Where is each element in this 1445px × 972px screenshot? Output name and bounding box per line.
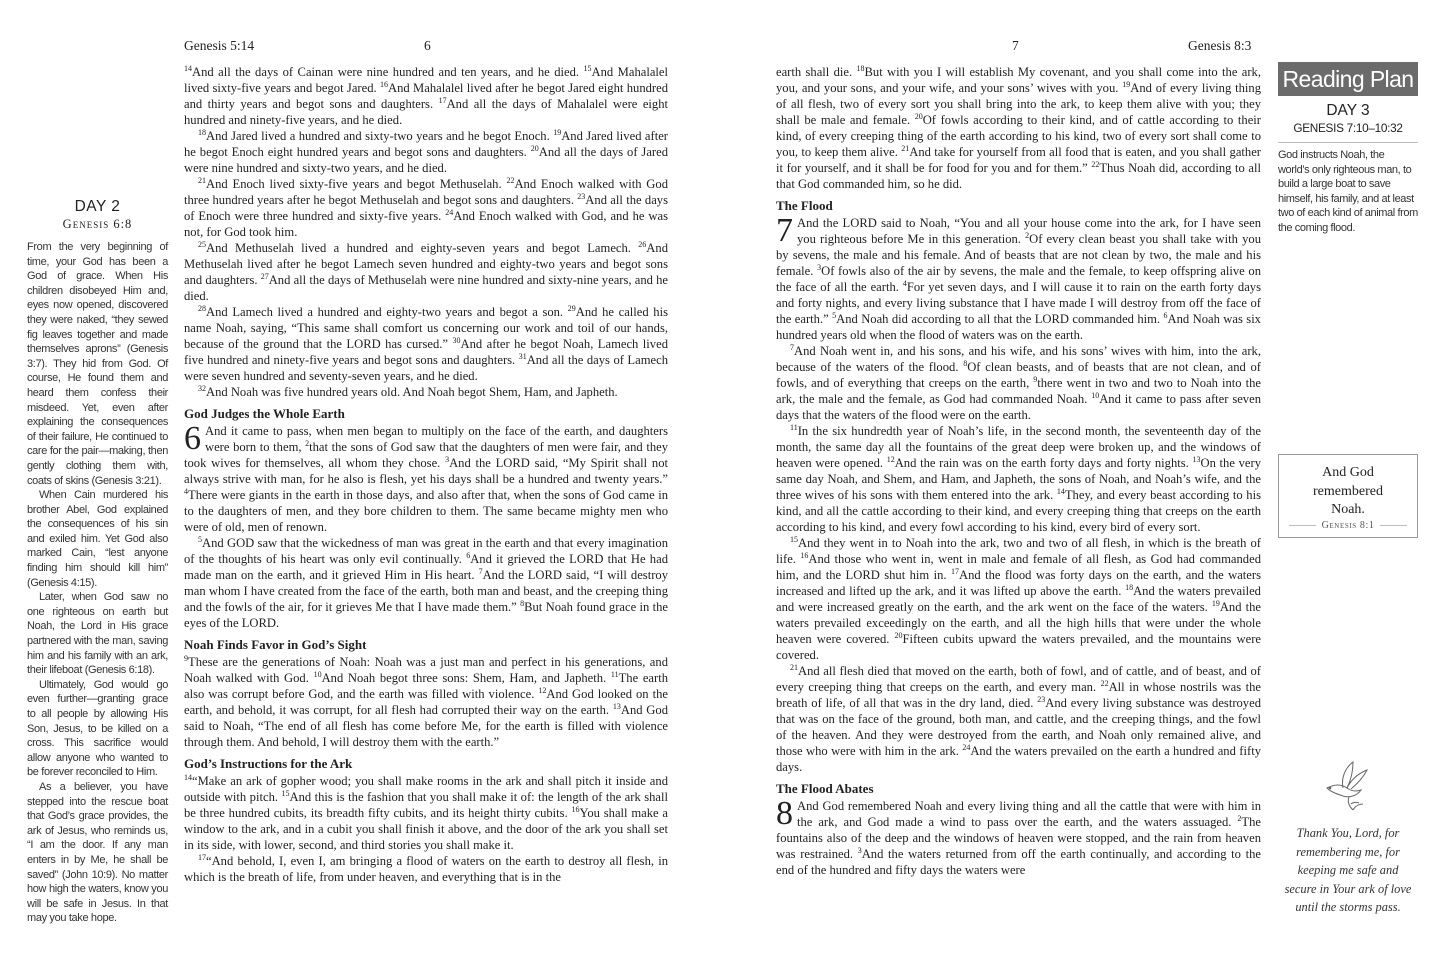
verse-paragraph <box>184 240 668 304</box>
verse-number: 19 <box>1211 598 1220 608</box>
verse-number: 18 <box>1125 582 1134 592</box>
right-running-head: Genesis 8:3 <box>1188 38 1252 53</box>
verse-number: 2 <box>1025 230 1030 240</box>
verse-number: 9 <box>184 653 188 663</box>
verse-text: And those who went in, went in male and female of all flesh, as God had commanded him, and the LORD shut him in. <box>776 552 1261 582</box>
verse-text: And Noah did according to all that the LORD commanded him. <box>836 312 1164 326</box>
dove-icon <box>1319 758 1375 814</box>
verse-text: And Enoch walked with God three hundred years after he begot Methuselah and begot sons and daughters. <box>184 177 668 207</box>
verse-number: 13 <box>612 701 621 711</box>
verse-number: 7 <box>790 342 794 352</box>
verse-text: There were giants in the earth in those days, and also after that, when the sons of God came in to the daughters of men, and they bore children to them. The same became mighty men who were of old, men of renown. <box>184 488 668 534</box>
verse-text: “And behold, I, even I, am bringing a flood of waters on the earth to destroy all flesh, in which is the breath of life, from under heaven, and everything that is in the <box>184 854 668 884</box>
verse-number: 5 <box>832 310 837 320</box>
verse-number: 21 <box>901 143 910 153</box>
verse-number: 8 <box>520 598 525 608</box>
verse-text: The earth also was corrupt before God, and the earth was filled with violence. <box>184 671 668 701</box>
day2-sidebar <box>27 198 168 926</box>
verse-text: And the waters prevailed exceedingly on the earth, and all the high hills that were under the whole heaven were covered. <box>776 600 1261 646</box>
verse-text: And Noah was six hundred years old when the flood of waters was on the earth. <box>776 312 1261 342</box>
verse-number: 3 <box>857 845 862 855</box>
verse-text: And Jared lived after he begot Enoch eight hundred years and begot sons and daughters. <box>184 129 668 159</box>
callout-ref: Genesis 8:1 <box>1321 520 1375 531</box>
verse-number: 24 <box>445 207 454 217</box>
day2-body <box>27 240 168 926</box>
verse-text: And all the days of Mahalalel were eight hundred and ninety-five years, and he died. <box>184 97 669 127</box>
verse-text: And Enoch lived sixty-five years and begot Methuselah. <box>206 177 507 191</box>
verse-paragraph <box>776 64 1261 192</box>
verse-paragraph <box>184 773 668 853</box>
verse-number: 17 <box>438 95 447 105</box>
verse-paragraph <box>776 212 1261 343</box>
verse-text: And Methuselah lived after he begot Lamech seven hundred and eighty-two years and begot sons and daughters. <box>184 241 668 287</box>
verse-text: And after he begot Noah, Lamech lived five hundred and ninety-five years and begot sons and daughters. <box>184 337 668 367</box>
reading-plan-day: DAY 3 <box>1326 102 1370 119</box>
verse-number: 14 <box>184 63 192 73</box>
verse-text: And GOD saw that the wickedness of man was great in the earth and that every imagination of the thoughts of his heart was only evil continually. <box>184 536 668 566</box>
verse-number: 15 <box>281 788 290 798</box>
day2-paragraph: Later, when God saw no one righteous on earth but Noah, the Lord in His grace partnered with the man, saving him and his family with an ark, their lifeboat (Genesis 6:18). <box>27 591 168 677</box>
verse-number: 12 <box>538 685 547 695</box>
verse-number: 18 <box>198 127 206 137</box>
verse-text: Of clean beasts, and of beasts that are not clean, and of fowls, and of everything that creeps on the earth, <box>776 360 1262 390</box>
verse-number: 16 <box>571 804 580 814</box>
callout-ref-row <box>1289 520 1407 531</box>
verse-text: And this is the fashion that you shall make it of: the length of the ark shall be three hundred cubits, its breadth fifty cubits, and its height thirty cubits. <box>184 790 669 820</box>
verse-paragraph <box>184 654 668 750</box>
verse-text: For yet seven days, and I will cause it to rain on the earth forty days and forty nights, and every living substance that I have made I will destroy from off the face of the earth.” <box>776 280 1261 326</box>
verse-text: “Make an ark of gopher wood; you shall make rooms in the ark and shall pitch it inside and outside with pitch. <box>184 774 668 804</box>
verse-text: And Lamech lived a hundred and eighty-two years and begot a son. <box>206 305 568 319</box>
verse-number: 14 <box>1056 486 1065 496</box>
verse-text: And it grieved the LORD that He had made man on the earth, and it grieved Him in His heart. <box>184 552 668 582</box>
section-heading: God’s Instructions for the Ark <box>184 756 353 771</box>
day2-paragraph: As a believer, you have stepped into the rescue boat that God’s grace provides, the ark of Jesus, who reminds us, “I am the door. If any man enters in by Me, he shall be saved” (John 10:9). No matter how high the waters, know you will be safe in Jesus. In that may you take hope. <box>27 780 168 925</box>
verse-text: And take for yourself from all food that is eaten, and you shall gather it for yourself, and it shall be for food for you and for them.” <box>776 145 1261 175</box>
verse-number: 15 <box>583 63 592 73</box>
reading-plan-summary: God instructs Noah, the world’s only righteous man, to build a large boat to save himself, his family, and at least two of each kind of animal from the coming flood. <box>1278 149 1418 234</box>
verse-number: 16 <box>800 550 809 560</box>
verse-number: 4 <box>902 278 907 288</box>
verse-text: And the flood was forty days on the earth, and the waters increased and lifted up the ark, and it was lifted up above the earth. <box>776 568 1261 598</box>
verse-text: And God remembered Noah and every living thing and all the cattle that were with him in the ark, and God made a wind to pass over the earth, and the waters assuaged. <box>797 799 1261 829</box>
verse-number: 5 <box>198 534 202 544</box>
left-running-head: Genesis 5:14 <box>184 38 255 53</box>
verse-text: And Noah was five hundred years old. And Noah begot Shem, Ham, and Japheth. <box>206 385 618 399</box>
verse-text: And Jared lived a hundred and sixty-two years and he begot Enoch. <box>206 129 554 143</box>
callout-rule-left <box>1289 525 1316 526</box>
verse-text: And Methuselah lived a hundred and eighty-seven years and begot Lamech. <box>206 241 639 255</box>
verse-number: 19 <box>1122 79 1131 89</box>
verse-number: 23 <box>1037 694 1046 704</box>
reading-plan-range: GENESIS 7:10–10:32 <box>1293 121 1403 135</box>
verse-text: You shall make a window to the ark, and in a cubit you shall finish it above, and the door of the ark you shall set in its side, with lower, second, and third stories you shall make it. <box>184 806 668 852</box>
verse-number: 19 <box>553 127 562 137</box>
left-page-number: 6 <box>424 38 431 53</box>
reading-plan-banner: Reading Plan <box>1278 62 1418 96</box>
section-heading: God Judges the Whole Earth <box>184 406 345 421</box>
verse-text: And all the days of Lamech were seven hundred and seventy-seven years, and he died. <box>184 353 668 383</box>
verse-number: 4 <box>184 486 188 496</box>
verse-number: 15 <box>790 534 798 544</box>
verse-text: And the LORD said, “My Spirit shall not always strive with man, for he also is flesh, yet his days shall be a hundred and twenty years.” <box>184 456 668 486</box>
verse-text: And all the days of Cainan were nine hundred and ten years, and he died. <box>192 65 584 79</box>
verse-number: 12 <box>886 454 895 464</box>
verse-number: 27 <box>260 271 269 281</box>
verse-number: 11 <box>790 422 798 432</box>
verse-text: And the waters prevailed on the earth a hundred and fifty days. <box>776 744 1261 774</box>
day2-title: DAY 2 <box>74 198 121 215</box>
verse-number: 23 <box>577 191 586 201</box>
verse-text: there went in two and two to Noah into the ark, the male and the female, as God had commanded Noah. <box>776 376 1261 406</box>
verse-text: And God looked on the earth, and behold, it was corrupt, for all flesh had corrupted their way on the earth. <box>184 687 668 717</box>
verse-number: 20 <box>914 111 923 121</box>
verse-number: 14 <box>184 772 192 782</box>
verse-number: 3 <box>817 262 822 272</box>
verse-text: They, and every beast according to his kind, and all the cattle according to their kind, and every creeping thing that creeps on the earth according to his kind, and every fowl according to his kind, every bird of every sort. <box>776 488 1261 534</box>
verse-paragraph <box>184 176 668 240</box>
verse-number: 24 <box>962 742 971 752</box>
section-heading: Noah Finds Favor in God’s Sight <box>184 637 367 652</box>
verse-number: 13 <box>1192 454 1201 464</box>
verse-text: And all the days of Jared were nine hundred and sixty-two years, and he died. <box>184 145 668 175</box>
verse-text: And Mahalalel lived sixty-five years and begot Jared. <box>184 65 669 95</box>
verse-text: And every living substance was destroyed that was on the face of the ground, both man, and cattle, and the creeping things, and the fowl of the heaven. And they were destroyed from the earth, and Noah only remained alive, and those who were with him in the ark. <box>776 696 1261 758</box>
verse-text: And the LORD said to Noah, “You and all your house come into the ark, for I have seen you righteous before Me in this generation. <box>797 216 1261 246</box>
prayer-text: Thank You, Lord, for remembering me, for keeping me safe and secure in Your ark of love until the storms pass. <box>1284 826 1412 914</box>
right-page-number: 7 <box>1012 38 1019 53</box>
verse-paragraph <box>184 420 668 535</box>
verse-paragraph <box>776 663 1261 775</box>
verse-number: 20 <box>530 143 539 153</box>
verse-text: And God said to Noah, “The end of all flesh has come before Me, for the earth is filled with violence through them. And behold, I will destroy them with the earth.” <box>184 703 668 749</box>
verse-paragraph <box>184 128 668 176</box>
verse-text: that the sons of God saw that the daughters of men were fair, and they took wives for themselves, all whom they chose. <box>184 440 668 470</box>
verse-text: But with you I will establish My covenant, and you shall come into the ark, you, and your sons, and your wife, and your sons’ wives with you. <box>776 65 1261 95</box>
day2-paragraph: From the very beginning of time, your God has been a God of grace. When His children disobeyed Him and, eyes now opened, discovered they were naked, “they sewed fig leaves together and made themselves aprons” (Genesis 3:7). They hid from God. Of course, He found them and heard them confess their misdeed. Yet, even after explaining the consequences of their failure, He continued to care for the pair—making, then gently clothing them with, coats of skins (Genesis 3:21). <box>27 241 168 487</box>
verse-text: And Noah went in, and his sons, and his wife, and his sons’ wives with him, into the ark, because of the waters of the flood. <box>776 344 1261 374</box>
verse-number: 10 <box>313 669 322 679</box>
verse-number: 25 <box>198 239 206 249</box>
verse-text: The fountains also of the deep and the windows of heaven were stopped, and the rain from heaven was restrained. <box>776 815 1261 861</box>
callout-rule-right <box>1380 525 1407 526</box>
verse-text: Of fowls according to their kind, and of cattle according to their kind, of every creeping thing of the earth according to his kind, two of every sort shall come to you, to keep them alive. <box>776 113 1262 159</box>
verse-number: 2 <box>1237 813 1242 823</box>
verse-number: 6 <box>466 550 471 560</box>
verse-text: And Mahalalel lived after he begot Jared eight hundred and thirty years and begot sons and daughters. <box>184 81 668 111</box>
verse-text: But Noah found grace in the eyes of the LORD. <box>184 600 668 630</box>
day2-ref: Genesis 6:8 <box>62 217 133 231</box>
verse-paragraph <box>184 384 668 400</box>
verse-text: And all the days of Methuselah were nine hundred and sixty-nine years, and he died. <box>184 273 668 303</box>
verse-text: Of every clean beast you shall take with you by sevens, the male and his female. And of beasts that are not clean by two, the male and his female. <box>776 232 1261 278</box>
verse-text: Fifteen cubits upward the waters prevailed, and the mountains were covered. <box>776 632 1262 662</box>
verse-number: 3 <box>445 454 450 464</box>
chapter-number: 7 <box>776 212 793 249</box>
reading-plan-rule <box>1278 142 1418 143</box>
left-text-column <box>184 64 668 885</box>
verse-text: On the very same day Noah, and Shem, and Ham, and Japheth, the sons of Noah, and Noah’s wife, and the three wives of his sons with them entered into the ark. <box>776 456 1261 502</box>
verse-number: 22 <box>1100 678 1109 688</box>
verse-paragraph <box>776 535 1261 663</box>
verse-number: 6 <box>1163 310 1168 320</box>
verse-paragraph <box>184 853 668 885</box>
verse-number: 18 <box>856 63 865 73</box>
verse-text: And the waters prevailed and were increased greatly on the earth, and the ark went on the face of the waters. <box>776 584 1261 614</box>
verse-number: 32 <box>198 383 206 393</box>
verse-text: And all the days of Enoch were three hundred and sixty-five years. <box>184 193 668 223</box>
verse-paragraph <box>184 535 668 631</box>
verse-number: 7 <box>478 566 483 576</box>
verse-number: 22 <box>506 175 515 185</box>
verse-text: And it came to pass, when men began to multiply on the face of the earth, and daughters were born to them, <box>205 424 668 454</box>
chapter-number: 8 <box>776 795 793 832</box>
verse-text: And Enoch walked with God, and he was not, for God took him. <box>184 209 668 239</box>
verse-number: 16 <box>380 79 389 89</box>
verse-text: And of every living thing of all flesh, two of every sort you shall bring into the ark, to keep them alive with you; they shall be male and female. <box>776 81 1261 127</box>
chapter-number: 6 <box>184 420 201 457</box>
verse-paragraph <box>776 423 1261 535</box>
verse-number: 29 <box>567 303 576 313</box>
verse-text: These are the generations of Noah: Noah was a just man and perfect in his generations, and Noah walked with God. <box>184 655 668 685</box>
verse-number: 2 <box>305 438 310 448</box>
verse-text: earth shall die. <box>776 65 857 79</box>
verse-number: 26 <box>638 239 647 249</box>
day2-paragraph: When Cain murdered his brother Abel, God explained the consequences of his sin and exiled him. Yet God also marked Cain, “lest anyone finding him should kill him” (Genesis 4:15). <box>27 489 168 589</box>
verse-number: 30 <box>452 335 461 345</box>
verse-number: 9 <box>1033 374 1038 384</box>
verse-text: And the rain was on the earth forty days and forty nights. <box>894 456 1193 470</box>
verse-number: 10 <box>1091 390 1100 400</box>
verse-text: And Noah begot three sons: Shem, Ham, and Japheth. <box>321 671 611 685</box>
day2-paragraph: Ultimately, God would go even further—granting grace to all people by allowing His Son, Jesus, to be killed on a cross. This sacrifice would allow anyone who wanted to be forever reconciled to Him. <box>27 678 168 779</box>
verse-text: And they went in to Noah into the ark, two and two of all flesh, in which is the breath of life. <box>776 536 1261 566</box>
verse-number: 17 <box>198 852 206 862</box>
verse-text: Of fowls also of the air by sevens, the male and the female, to keep offspring alive on the face of all the earth. <box>776 264 1261 294</box>
verse-number: 8 <box>963 358 968 368</box>
section-heading: The Flood <box>776 198 833 213</box>
verse-text: And the LORD said, “I will destroy man whom I have created from the face of the earth, both man and beast, and the creeping thing and the fowls of the air, for it grieves Me that I have made them.” <box>184 568 668 614</box>
reading-plan <box>1278 62 1418 235</box>
verse-text: And he called his name Noah, saying, “This same shall comfort us concerning our work and toil of our hands, because of the ground that the LORD has cursed.” <box>184 305 669 351</box>
callout-quote: And God remembered Noah. <box>1313 465 1383 517</box>
verse-text: And the waters returned from off the earth continually, and according to the end of the hundred and fifty days the waters were <box>776 847 1261 877</box>
verse-paragraph <box>776 343 1261 423</box>
verse-paragraph <box>776 795 1261 878</box>
verse-text: In the six hundredth year of Noah’s life, in the second month, the seventeenth day of the month, the same day all the fountains of the great deep were broken up, and the windows of heaven were opened. <box>776 424 1261 470</box>
verse-text: And all flesh died that moved on the earth, both of fowl, and of cattle, and of beast, and of every creeping thing that creeps on the earth, and every man. <box>776 664 1261 694</box>
verse-paragraph <box>184 304 668 384</box>
verse-number: 21 <box>198 175 206 185</box>
verse-text: All in whose nostrils was the breath of life, of all that was in the dry land, died. <box>776 680 1261 710</box>
verse-paragraph <box>184 64 668 128</box>
verse-number: 21 <box>790 662 798 672</box>
verse-number: 11 <box>610 669 619 679</box>
verse-number: 28 <box>198 303 206 313</box>
verse-number: 31 <box>518 351 527 361</box>
verse-number: 20 <box>894 630 903 640</box>
callout-box <box>1278 454 1418 538</box>
verse-number: 22 <box>1091 159 1100 169</box>
verse-number: 17 <box>950 566 959 576</box>
section-heading: The Flood Abates <box>776 781 874 796</box>
right-text-column <box>776 64 1261 878</box>
verse-text: And it came to pass after seven days that the waters of the flood were on the earth. <box>776 392 1261 422</box>
verse-text: Thus Noah did, according to all that God commanded him, so he did. <box>776 161 1261 191</box>
